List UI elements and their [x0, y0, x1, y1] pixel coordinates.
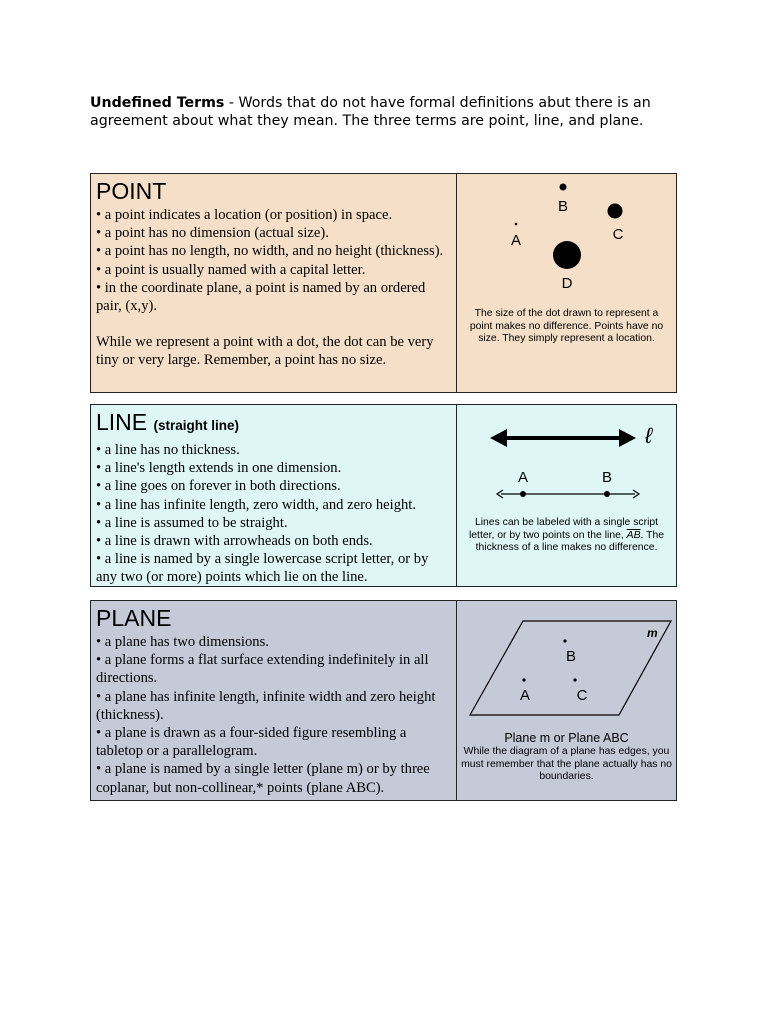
- line-item-1: • a line has no thickness.: [96, 442, 240, 458]
- point-text-panel: [91, 174, 457, 392]
- point-d-dot: [553, 241, 581, 269]
- line-diagram-panel: [457, 405, 676, 586]
- plane-b-dot: [563, 639, 566, 642]
- point-caption: The size of the dot drawn to represent a point makes no difference. Points have no size. They simply represent a location.: [469, 308, 664, 344]
- point-item-5: • in the coordinate plane, a point is named by an ordered pair, (x,y).: [96, 279, 426, 315]
- line-heading-row: [96, 409, 452, 439]
- plane-caption: While the diagram of a plane has edges, you must remember that the plane actually has no boundaries.: [461, 746, 672, 782]
- plane-item-4: • a plane is drawn as a four-sided figure resembling a tabletop or a parallelogram.: [96, 725, 407, 760]
- line-item-4: • a line has infinite length, zero width, and zero height.: [96, 496, 416, 513]
- plane-a-dot: [522, 678, 525, 681]
- point-b-label: B: [557, 198, 569, 215]
- point-item-2: • a point has no dimension (actual size).: [96, 225, 329, 242]
- plane-diagram-panel: [457, 601, 676, 800]
- line-subheading: (straight line): [153, 418, 240, 433]
- line-caption: [462, 517, 671, 555]
- point-a-label: A: [510, 232, 522, 249]
- plane-item-2: • a plane forms a flat surface extending indefinitely in all directions.: [96, 652, 429, 687]
- plane-caption-title: Plane m or Plane ABC: [504, 731, 629, 745]
- plane-box: [90, 600, 677, 801]
- thick-line-right-arrow: [619, 429, 636, 447]
- line-item-2: • a line's length extends in one dimension.: [96, 460, 342, 477]
- point-d-label: D: [561, 275, 573, 292]
- intro-term: Undefined Terms: [90, 95, 225, 111]
- line-b-label: B: [601, 469, 613, 486]
- line-caption-ab: $\overline{AB}$: [626, 529, 641, 541]
- line-caption-part2: . The thickness of a line makes no difference.: [475, 529, 665, 553]
- line-a-dot: [520, 491, 526, 497]
- plane-item-1: • a plane has two dimensions.: [96, 634, 269, 650]
- point-diagram-panel: [457, 174, 676, 392]
- parallelogram: [470, 621, 671, 715]
- point-item-1: • a point indicates a location (or position) in space.: [96, 207, 393, 223]
- line-item-7: • a line is named by a single lowercase script letter, or by any two (or more) points which lie on the line.: [96, 551, 429, 586]
- line-item-6: • a line is drawn with arrowheads on both ends.: [96, 533, 373, 550]
- plane-m-label: m: [647, 626, 658, 640]
- plane-item-5: • a plane is named by a single letter (plane m) or by three coplanar, but non-collinear,* points (plane ABC).: [96, 761, 430, 796]
- plane-b-label: B: [565, 648, 577, 665]
- thick-line-left-arrow: [490, 429, 507, 447]
- plane-item-3: • a plane has infinite length, infinite width and zero height (thickness).: [96, 688, 436, 723]
- plane-c-label: C: [576, 687, 588, 704]
- line-a-label: A: [517, 469, 529, 486]
- intro-text: - Words that do not have formal definitions abut there is an agreement about what they mean. The three terms are point, line, and plane.: [90, 95, 651, 129]
- plane-text-panel: [91, 601, 457, 800]
- point-diagram: [457, 174, 677, 304]
- line-item-5: • a line is assumed to be straight.: [96, 514, 288, 531]
- point-item-4: • a point is usually named with a capital letter.: [96, 261, 366, 278]
- point-b-dot: [560, 184, 567, 191]
- line-diagram: [457, 405, 677, 510]
- line-text-panel: [91, 405, 457, 586]
- point-note: While we represent a point with a dot, the dot can be very tiny or very large. Remember, a point has no size.: [96, 334, 434, 369]
- script-l-label: ℓ: [645, 423, 653, 448]
- plane-heading: PLANE: [96, 605, 172, 631]
- line-box: [90, 404, 677, 587]
- point-c-dot: [608, 204, 623, 219]
- point-a-dot: [515, 223, 518, 226]
- intro-paragraph: [90, 94, 690, 130]
- plane-a-label: A: [519, 687, 531, 704]
- line-b-dot: [604, 491, 610, 497]
- plane-c-dot: [573, 678, 576, 681]
- plane-diagram: [457, 601, 677, 726]
- point-heading: POINT: [96, 178, 167, 204]
- line-heading: LINE: [96, 409, 148, 435]
- point-item-3: • a point has no length, no width, and no height (thickness).: [96, 243, 444, 260]
- point-box: [90, 173, 677, 393]
- line-caption-part1: Lines can be labeled with a single script letter, or by two points on the line,: [468, 517, 659, 541]
- line-item-3: • a line goes on forever in both directions.: [96, 478, 341, 495]
- point-c-label: C: [612, 226, 624, 243]
